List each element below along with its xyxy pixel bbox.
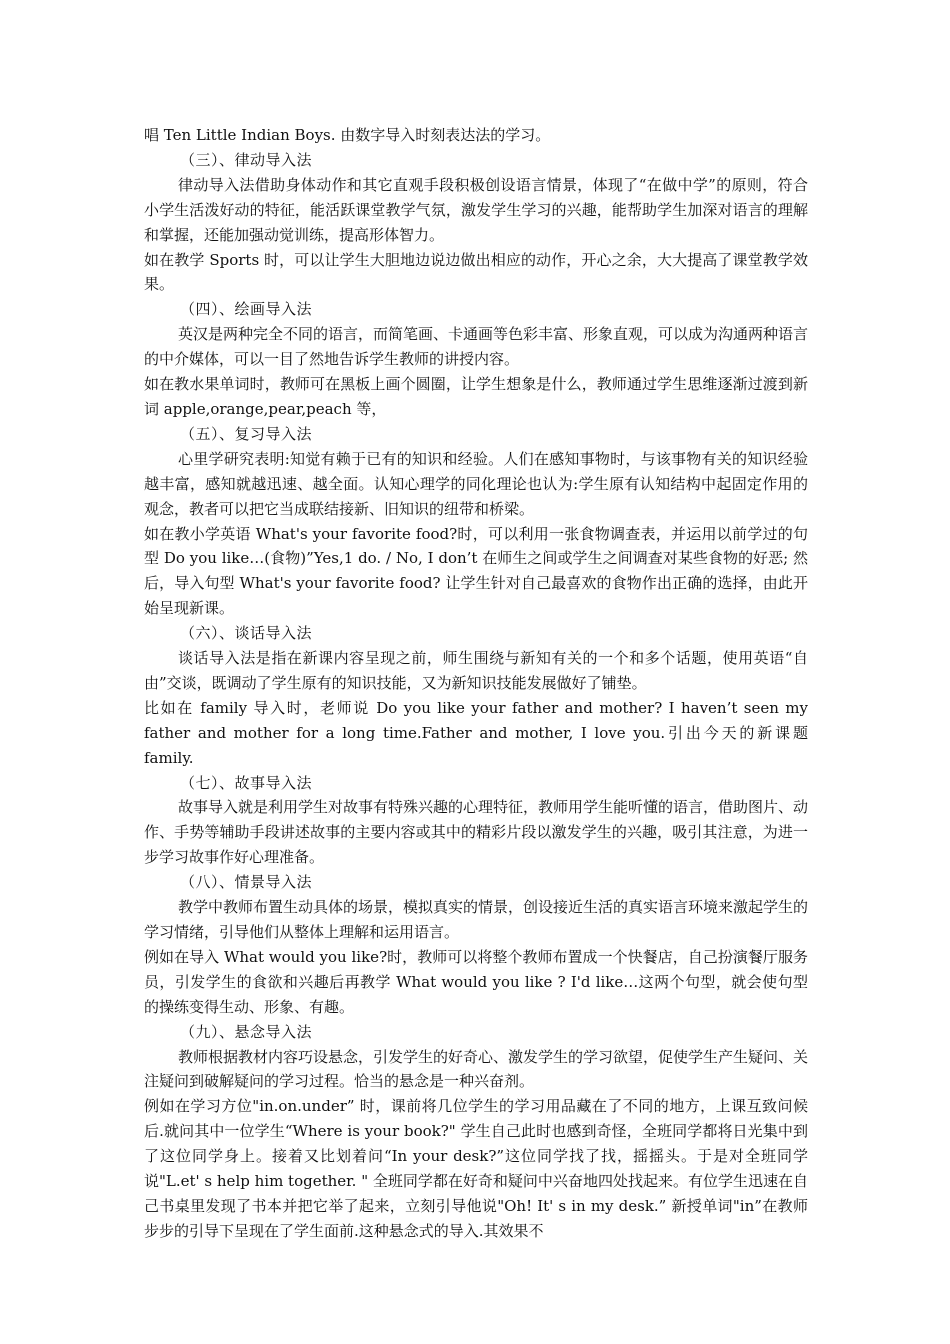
body-paragraph: 谈话导入法是指在新课内容呈现之前，师生围绕与新知有关的一个和多个话题，使用英语“自由”交谈，既调动了学生原有的知识技能，又为新知识技能发展做好了铺垫。 (144, 649, 808, 692)
document-page (144, 123, 808, 1244)
body-paragraph: 教师根据教材内容巧设悬念，引发学生的好奇心、激发学生的学习欲望，促使学生产生疑问、关注疑问到破解疑问的学习过程。恰当的悬念是一种兴奋剂。 (144, 1047, 809, 1091)
section-heading-4: （四）、绘画导入法 (180, 300, 313, 319)
section-heading-3: （三）、律动导入法 (180, 150, 313, 169)
example-paragraph: 例如在学习方位"in.on.under” 时，课前将几位学生的学习用品藏在了不同的地方，上课互致问候后.就问其中一位学生“Where is your book?" 学生自己此时也感到奇怪，全班同学都将日光集中到了这位同学身上。接着又比划着问“In your desk?”这位同学找了找，摇摇头。于是对全班同学说"L.et' s help him together. " 全班同学都在好奇和疑问中兴奋地四处找起来。有位学生迅速在自己书桌里发现了书本并把它举了起来，立刻引导他说"Oh! It' s in my desk.” 新授单词"in”在教师步步的引导下呈现在了学生面前.这种悬念式的导入.其效果不 (144, 1097, 808, 1240)
body-paragraph: 教学中教师布置生动具体的场景，模拟真实的情景，创设接近生活的真实语言环境来激起学生的学习情绪，引导他们从整体上理解和运用语言。 (144, 898, 809, 941)
example-paragraph: 如在教水果单词时，教师可在黑板上画个圆圈，让学生想象是什么，教师通过学生思维逐渐过渡到新词 apple,orange,pear,peach 等， (144, 375, 808, 418)
section-heading-8: （八）、情景导入法 (180, 873, 313, 892)
section-heading-6: （六）、谈话导入法 (180, 624, 313, 643)
body-paragraph: 唱 Ten Little Indian Boys. 由数字导入时刻表达法的学习。 (144, 126, 551, 144)
section-heading-7: （七）、故事导入法 (180, 773, 313, 792)
body-paragraph: 心里学研究表明:知觉有赖于已有的知识和经验。人们在感知事物时，与该事物有关的知识经验越丰富，感知就越迅速、越全面。认知心理学的同化理论也认为:学生原有认知结构中起固定作用的观念，教者可以把它当成联结接新、旧知识的纽带和桥梁。 (144, 449, 808, 518)
body-paragraph: 故事导入就是利用学生对故事有特殊兴趣的心理特征，教师用学生能听懂的语言，借助图片、动作、手势等辅助手段讲述故事的主要内容或其中的精彩片段以激发学生的兴趣，吸引其注意，为进一步学习故事作好心理准备。 (144, 798, 809, 867)
example-paragraph: 比如在 family 导入时，老师说 Do you like your father and mother? I haven’t seen my father and mother for a long time.Father and mother, I love you.引出今天的新课题 family. (144, 698, 808, 767)
example-paragraph: 如在教小学英语 What's your favorite food?时，可以利用一张食物调查表，并运用以前学过的句型 Do you like…(食物)”Yes,1 do. / No, I don’t 在师生之间或学生之间调查对某些食物的好恶; 然后，导入句型 What's your favorite food? 让学生针对自己最喜欢的食物作出正确的选择，由此开始呈现新课。 (144, 524, 808, 618)
body-paragraph: 律动导入法借助身体动作和其它直观手段积极创设语言情景，体现了“在做中学”的原则，符合小学生活泼好动的特征，能活跃课堂教学气氛，激发学生学习的兴趣，能帮助学生加深对语言的理解和掌握，还能加强动觉训练，提高形体智力。 (144, 175, 808, 244)
section-heading-9: （九）、悬念导入法 (180, 1022, 313, 1041)
example-paragraph: 例如在导入 What would you like?时，教师可以将整个教师布置成一个快餐店，自己扮演餐厅服务员，引发学生的食欲和兴趣后再教学 What would you like ? I'd like…这两个句型，就会使句型的操练变得生动、形象、有趣。 (144, 947, 808, 1016)
body-paragraph: 英汉是两种完全不同的语言，而简笔画、卡通画等色彩丰富、形象直观，可以成为沟通两种语言的中介媒体，可以一目了然地告诉学生教师的讲授内容。 (144, 325, 809, 369)
example-paragraph: 如在教学 Sports 时，可以让学生大胆地边说边做出相应的动作，开心之余，大大提高了课堂教学效果。 (144, 250, 808, 294)
section-heading-5: （五）、复习导入法 (180, 424, 313, 443)
